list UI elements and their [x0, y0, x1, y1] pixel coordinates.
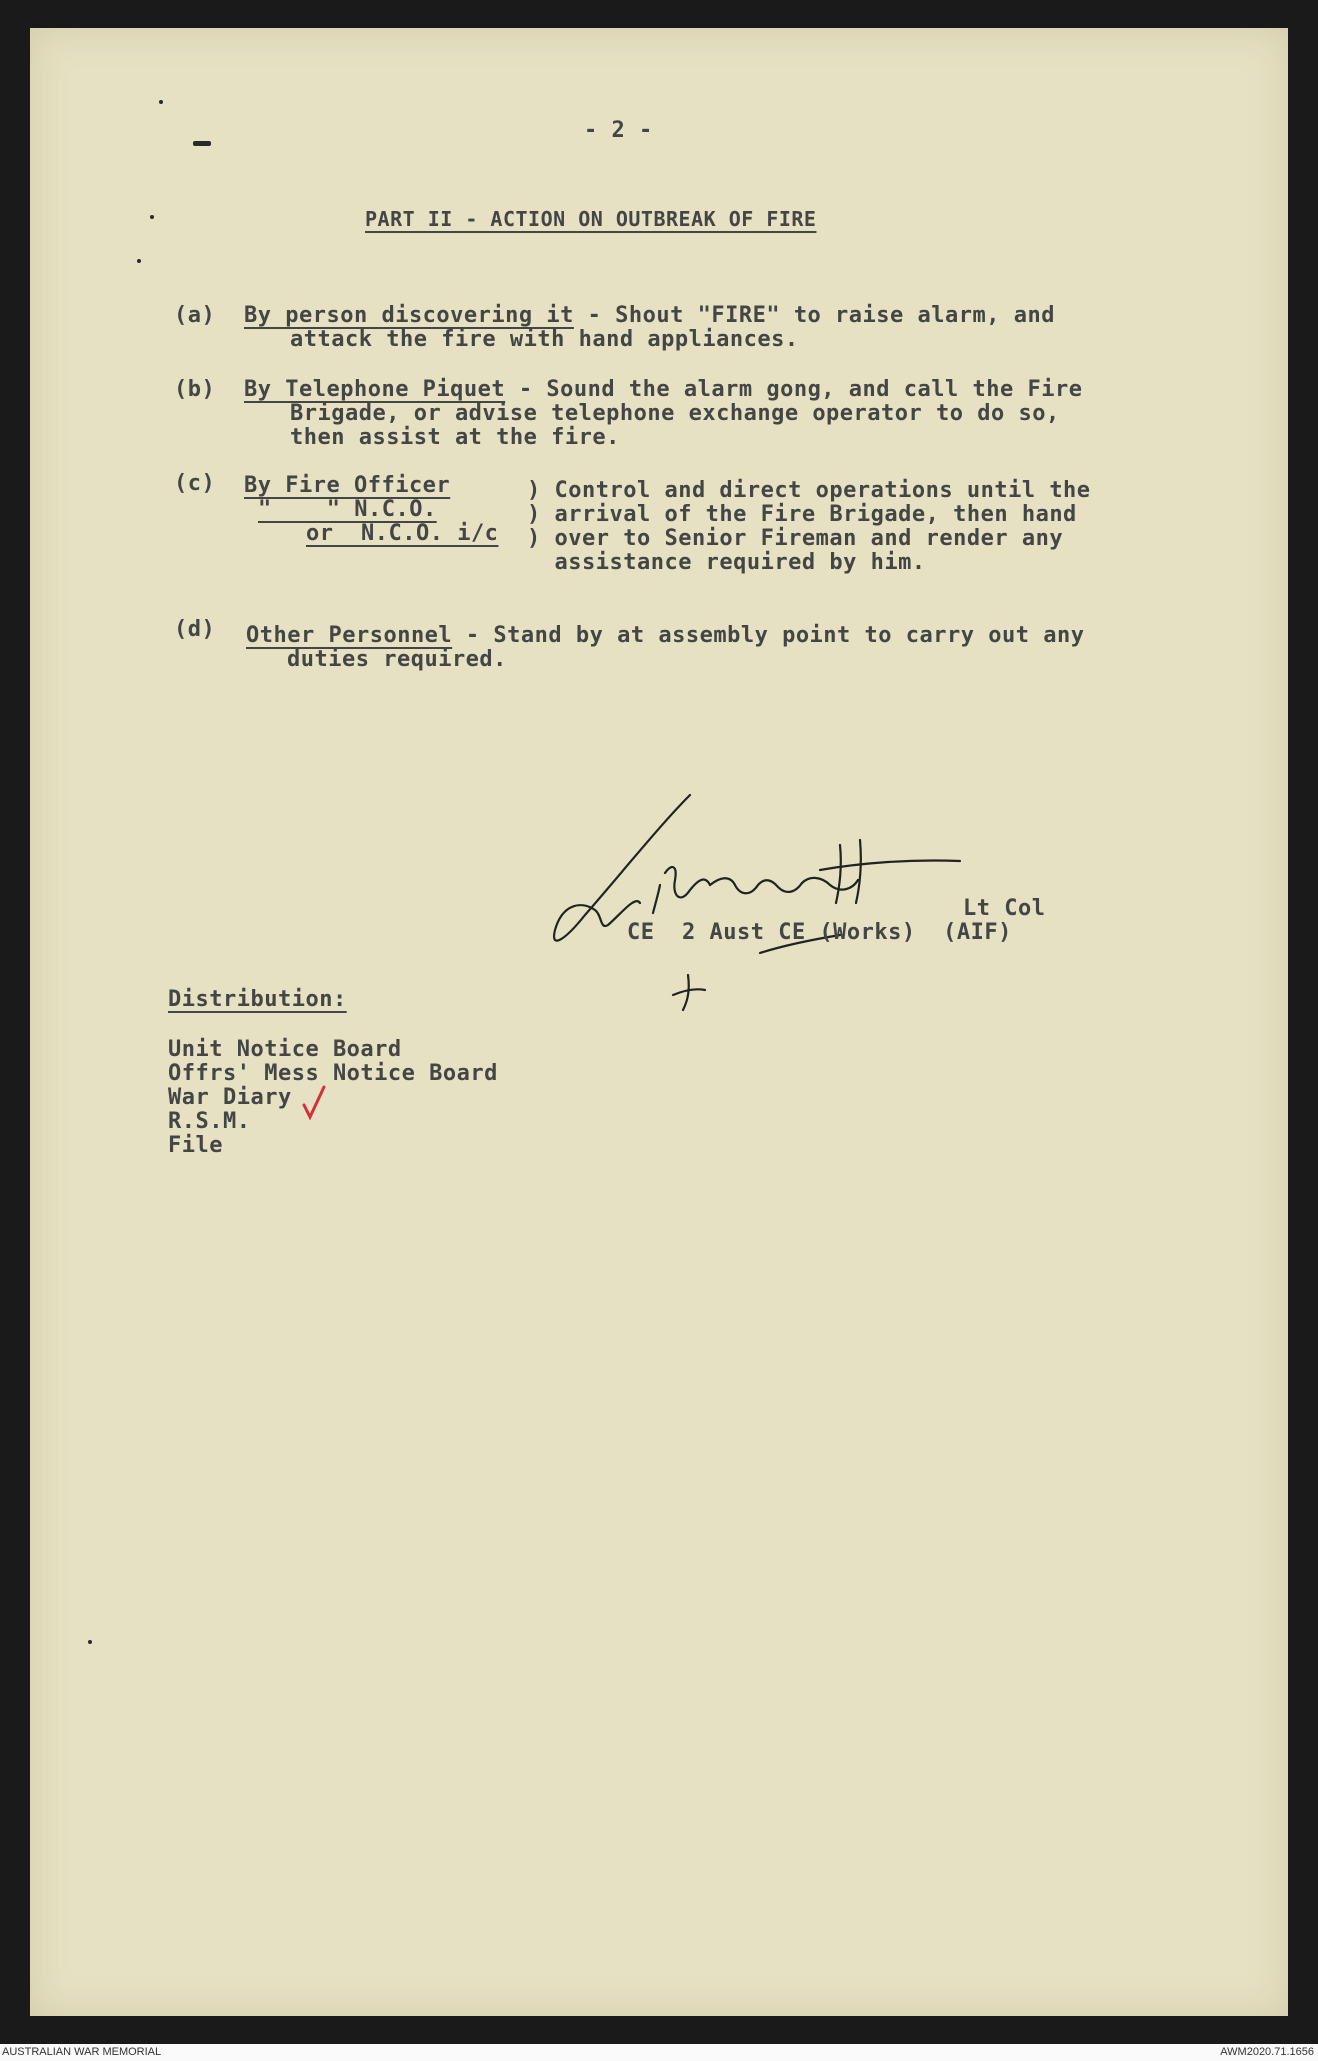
item-text: - Shout "FIRE" to raise alarm, and	[573, 303, 1055, 328]
page-number: - 2 -	[584, 118, 653, 143]
distribution-item: Unit Notice Board	[168, 1037, 402, 1062]
item-label: (a)	[174, 303, 216, 328]
item-line	[244, 377, 1082, 402]
item-title: By Telephone Piquet	[244, 377, 506, 402]
item-label: (d)	[174, 617, 216, 642]
item-title: " " N.C.O.	[258, 497, 437, 522]
punch-mark	[137, 259, 141, 263]
distribution-item: War Diary	[168, 1085, 292, 1110]
item-text: ) over to Senior Fireman and render any	[527, 526, 1064, 551]
signatory-rank: Lt Col	[963, 896, 1046, 921]
archive-footer	[0, 2044, 1318, 2061]
archive-name: AUSTRALIAN WAR MEMORIAL	[2, 2046, 162, 2058]
item-line	[246, 623, 1084, 648]
item-title: or N.C.O. i/c	[306, 521, 499, 546]
distribution-title: Distribution:	[168, 987, 347, 1012]
punch-mark	[193, 141, 211, 146]
item-title: Other Personnel	[246, 623, 453, 648]
item-label: (c)	[174, 471, 216, 496]
item-text: duties required.	[287, 647, 507, 672]
item-text: Brigade, or advise telephone exchange operator to do so,	[290, 401, 1060, 426]
item-title: By person discovering it	[244, 303, 574, 328]
distribution-item: R.S.M.	[168, 1109, 251, 1134]
red-tick-mark	[300, 1083, 330, 1123]
item-text: ) arrival of the Fire Brigade, then hand	[527, 502, 1077, 527]
item-title: By Fire Officer	[244, 473, 451, 498]
distribution-item: File	[168, 1133, 223, 1158]
item-text: - Sound the alarm gong, and call the Fire	[505, 377, 1083, 402]
punch-mark	[88, 1640, 92, 1644]
item-text: - Stand by at assembly point to carry out any	[452, 623, 1085, 648]
item-line	[244, 303, 1055, 328]
punch-mark	[159, 100, 163, 104]
item-text: assistance required by him.	[527, 550, 926, 575]
item-text: ) Control and direct operations until the	[527, 478, 1091, 503]
punch-mark	[150, 215, 154, 219]
item-text: then assist at the fire.	[290, 425, 620, 450]
item-text: attack the fire with hand appliances.	[290, 327, 799, 352]
section-heading: PART II - ACTION ON OUTBREAK OF FIRE	[365, 207, 817, 231]
item-label: (b)	[174, 377, 216, 402]
catalogue-number: AWM2020.71.1656	[1220, 2046, 1314, 2058]
distribution-item: Offrs' Mess Notice Board	[168, 1061, 498, 1086]
signatory-unit: CE 2 Aust CE (Works) (AIF)	[627, 920, 1012, 945]
